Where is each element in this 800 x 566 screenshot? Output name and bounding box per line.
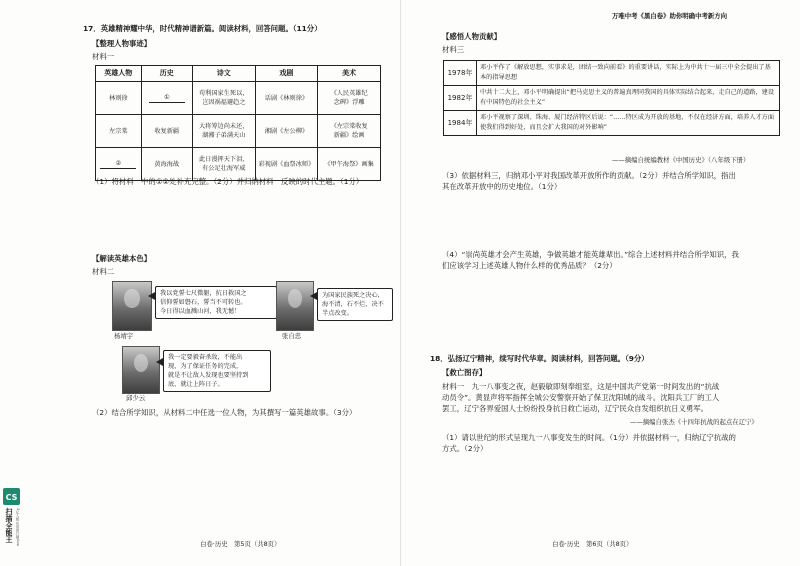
table-row bbox=[96, 115, 381, 148]
material-1-label: 材料一 bbox=[92, 52, 115, 61]
material-2-label: 材料二 bbox=[92, 267, 115, 276]
timeline-year: 1984年 bbox=[444, 111, 477, 136]
table-row bbox=[96, 82, 381, 115]
quote-bubble-yang: 我以党誓七尺微躯，抗日救国之 信仰誓如磐石，誓当不可转也。 今日得以血溅山河，我无憾！ bbox=[155, 286, 277, 319]
q17-section-heading-3: 【感悟人物贡献】 bbox=[442, 32, 502, 41]
q18-title: 18．弘扬辽宁精神，续写时代华章。阅读材料，回答问题。（9分） bbox=[430, 354, 649, 363]
q17-sub4: （4）“崇尚英雄才会产生英雄，争做英雄才能英雄辈出。”综合上述材料并结合所学知识，我 们应该学习上述英雄人物什么样的优秀品质？（2分） bbox=[442, 250, 739, 270]
q17-sub3: （3）依据材料三，归纳邓小平对我国改革开放所作的贡献。（2分）并结合所学知识，指出 其在改革开放中的历史地位。（1分） bbox=[442, 171, 736, 191]
blank-1[interactable]: ① bbox=[149, 93, 185, 103]
cell-drama: 湘剧《左公柳》 bbox=[255, 115, 318, 148]
name-qiu-shaoyun: 邱少云 bbox=[126, 394, 146, 402]
svg-text:CS: CS bbox=[5, 493, 18, 502]
material-3-source: ——摘编自统编教材《中国历史》（八年级下册） bbox=[612, 156, 750, 164]
cell-poem: 此日漫挥天下泪， 有公足壮海军威 bbox=[192, 148, 255, 181]
footer-left: 白卷·历史 第5页（共8页） bbox=[200, 540, 281, 548]
cell-drama: 彩视剧《血祭冰师》 bbox=[255, 148, 318, 181]
logo-text: 扫描全能王 bbox=[5, 508, 13, 543]
q18-section-heading: 【救亡图存】 bbox=[442, 368, 487, 377]
col-header: 诗文 bbox=[192, 66, 255, 82]
q18-material-1: 材料一 九一八事变之夜，赵毅敏即刻奉组室，这是中国共产党第一时间发出的“抗战 动员令”。黄显声将军指挥全城公安警察开始了保卫沈阳城的战斗。沈阳兵工厂的工人 罢工，辽宁各界爱国人士纷纷投身抗日救亡运动，辽宁民众自发组织抗日义勇军。 bbox=[442, 382, 720, 413]
q18-source: ——摘编自张杰《十四年抗战的起点在辽宁》 bbox=[630, 418, 758, 426]
q17-sub1: （1）将材料一中的①②处补充完整。（2分）并归纳材料一反映的时代主题。（1分） bbox=[92, 177, 364, 186]
cell-art: 《左宗棠收复 新疆》绘画 bbox=[318, 115, 381, 148]
timeline-year: 1978年 bbox=[444, 61, 477, 86]
quote-bubble-zhang: 为国家民族死之决心， 海不清，石不烂，决不 半点改变。 bbox=[317, 288, 393, 321]
portrait-zhang-zizhong bbox=[276, 281, 314, 331]
col-header: 美术 bbox=[318, 66, 381, 82]
col-header: 历史 bbox=[141, 66, 192, 82]
blank-2[interactable]: ② bbox=[100, 159, 136, 169]
q17-section-heading-2: 【解读英雄本色】 bbox=[92, 254, 152, 263]
portrait-yang-jingyu bbox=[112, 281, 152, 331]
camscanner-logo bbox=[3, 488, 20, 562]
timeline-row bbox=[444, 61, 780, 86]
cell-history bbox=[141, 82, 192, 115]
q17-section-heading-1: 【整理人物事迹】 bbox=[92, 39, 152, 48]
deng-timeline bbox=[443, 60, 780, 136]
material-3-label: 材料三 bbox=[442, 45, 465, 54]
quote-bubble-qiu: 我一定要毅奋杀敌，不能出 现，为了保证任务的完成， 就是不让敌人发现也要坚持到 底，就让上阵日子。 bbox=[163, 350, 271, 392]
cell-poem: 苟利国家生死以， 岂因祸福避趋之 bbox=[192, 82, 255, 115]
cell-art: 《人民英雄纪 念碑》浮雕 bbox=[318, 82, 381, 115]
footer-right: 白卷·历史 第6页（共8页） bbox=[552, 540, 633, 548]
cell-history: 收复新疆 bbox=[141, 115, 192, 148]
col-header: 戏剧 bbox=[255, 66, 318, 82]
header-right: 万唯中考《黑白卷》助你明确中考新方向 bbox=[612, 12, 728, 20]
timeline-year: 1982年 bbox=[444, 86, 477, 111]
logo-subtext: 3亿人都在用的扫描App bbox=[16, 508, 20, 547]
name-yang-jingyu: 杨靖宇 bbox=[114, 332, 134, 340]
cell-drama: 话剧《林则徐》 bbox=[255, 82, 318, 115]
q18-sub1: （1）请以世纪的形式呈现九一八事变发生的时间。（1分）并依据材料一，归纳辽宁抗战的 方式。（2分） bbox=[442, 433, 736, 453]
timeline-row bbox=[444, 86, 780, 111]
q17-title: 17．英雄精神耀中华，时代精神谱新篇。阅读材料，回答问题。（11分） bbox=[83, 24, 322, 33]
name-zhang-zizhong: 张自忠 bbox=[282, 332, 302, 340]
hero-table-header bbox=[96, 66, 381, 82]
cell-art: 《甲午海祭》画集 bbox=[318, 148, 381, 181]
q17-sub2: （2）结合所学知识，从材料二中任选一位人物，为其撰写一篇英雄故事。（3分） bbox=[92, 408, 357, 417]
cell-poem: 大将筹边尚未还， 湖湘子弟满天山 bbox=[192, 115, 255, 148]
cell-history: 黄海海战 bbox=[141, 148, 192, 181]
portrait-qiu-shaoyun bbox=[122, 346, 160, 394]
timeline-text: 中共十二大上，邓小平明确提出“把马克思主义的普遍真理同我国的具体实际结合起来，走自己的道路，建设有中国特色的社会主义” bbox=[477, 86, 780, 111]
hero-table bbox=[95, 65, 381, 181]
timeline-text: 邓小平视察了深圳、珠海、厦门经济特区后说：“……特区成为开放的基地，不仅在经济方面，培养人才方面使我们得到好处，而且会扩大我国的对外影响” bbox=[477, 111, 780, 136]
cell-hero: 林则徐 bbox=[96, 82, 142, 115]
page-gutter bbox=[400, 0, 401, 566]
timeline-row bbox=[444, 111, 780, 136]
cell-hero: 左宗棠 bbox=[96, 115, 142, 148]
col-header: 英雄人物 bbox=[96, 66, 142, 82]
timeline-text: 邓小平作了《解放思想，实事求是，团结一致向前看》的重要讲话，实际上为中共十一届三中全会提出了基本的指导思想 bbox=[477, 61, 780, 86]
